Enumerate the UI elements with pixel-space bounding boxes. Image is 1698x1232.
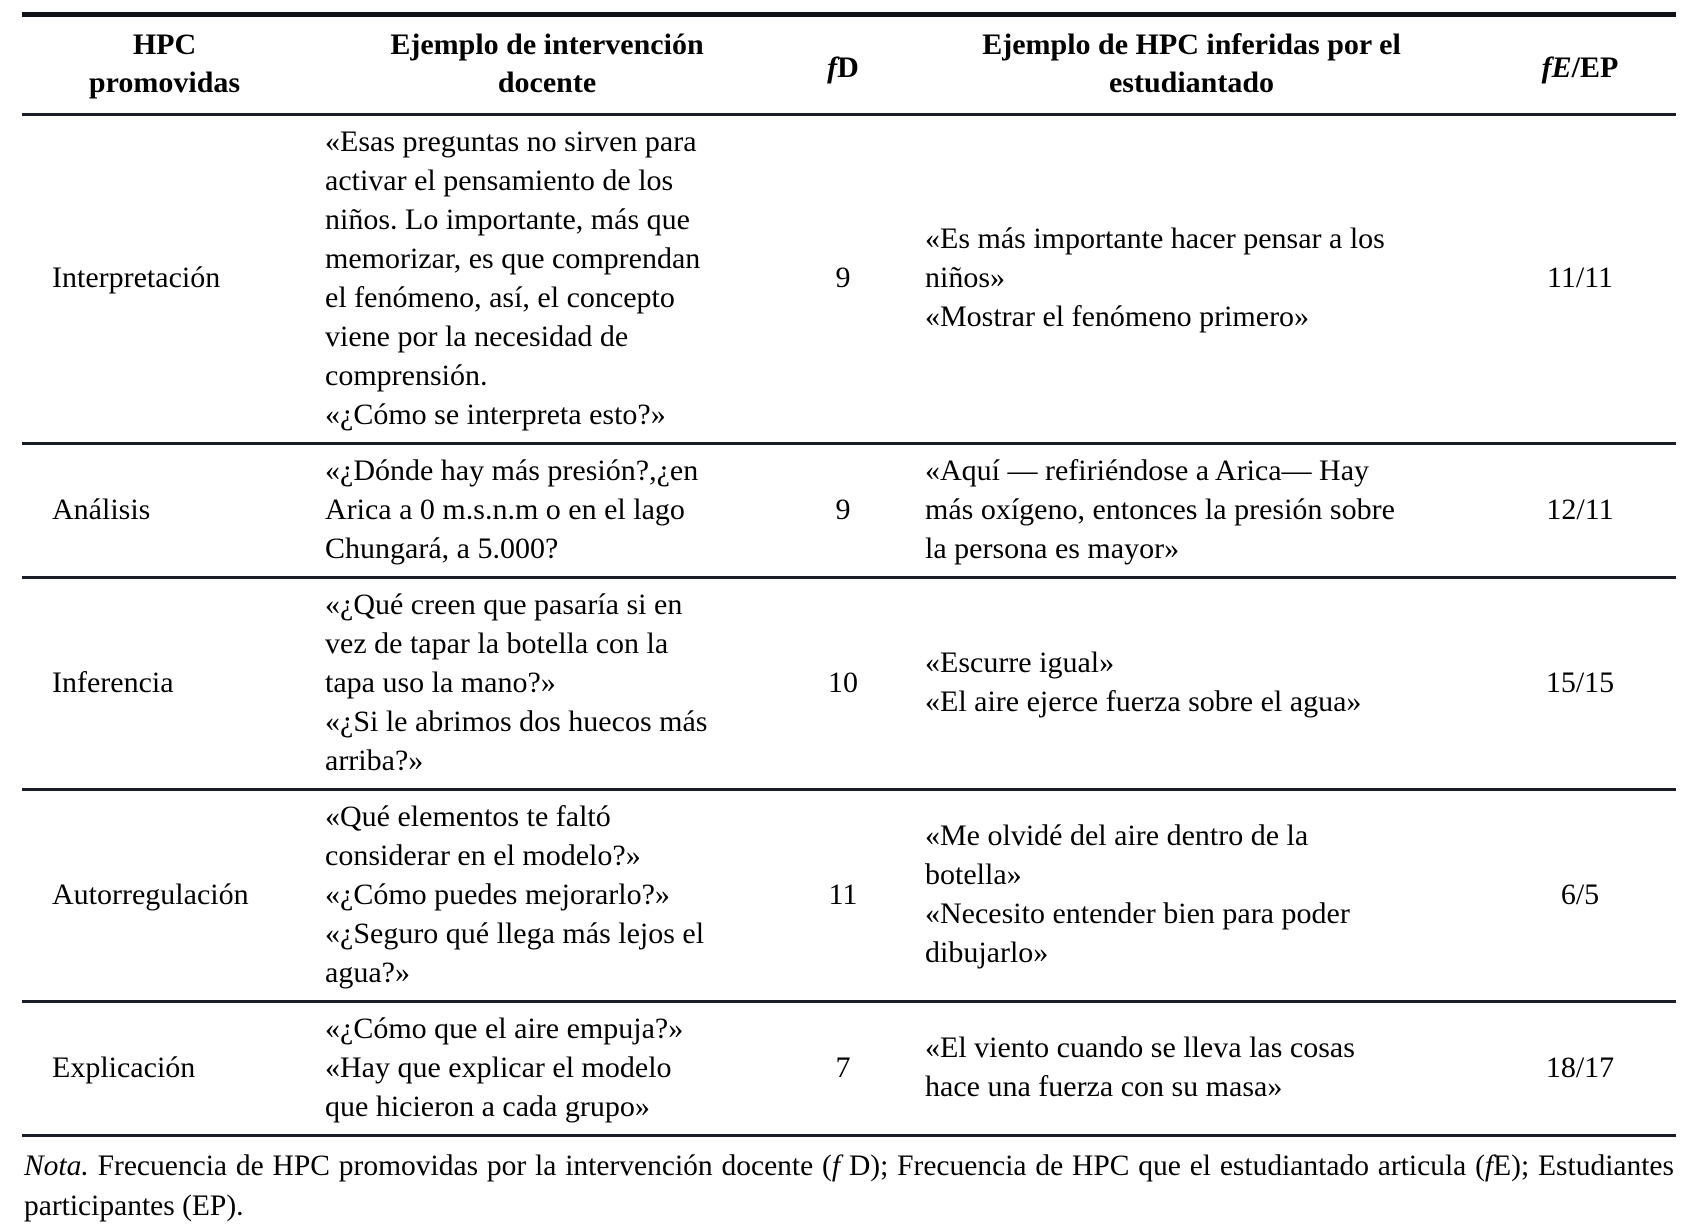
inferida-line: la persona es mayor» xyxy=(925,531,1180,565)
table-row xyxy=(22,579,1676,788)
cell-fe-ep: 15/15 xyxy=(1545,665,1615,699)
intervencion-line: vez de tapar la botella con la xyxy=(325,626,669,660)
cell-fe-ep: 11/11 xyxy=(1546,261,1614,295)
table-row xyxy=(22,791,1676,1000)
note-text-2: D); Frecuencia de HPC que el estudiantado articula ( xyxy=(840,1149,1485,1182)
inferida-line: niños» xyxy=(925,261,1006,295)
header-fd-italic-f: f xyxy=(827,51,838,85)
hpc-table xyxy=(22,17,1676,113)
cell-intervencion xyxy=(307,445,787,576)
header-inferidas-line2: estudiantado xyxy=(1108,65,1275,99)
hpc-table-body-5 xyxy=(22,1003,1676,1134)
cell-hpc: Análisis xyxy=(52,492,151,526)
intervencion-line: «Qué elementos te faltó xyxy=(325,799,611,833)
inferida-line: «El viento cuando se lleva las cosas xyxy=(925,1031,1355,1065)
note-italic-f-d: f xyxy=(831,1149,841,1182)
intervencion-line: considerar en el modelo?» xyxy=(325,838,641,872)
inferida-line: «El aire ejerce fuerza sobre el agua» xyxy=(925,685,1362,719)
column-header-fe-ep xyxy=(1484,17,1676,113)
inferida-line: botella» xyxy=(925,858,1022,892)
header-row xyxy=(22,17,1676,113)
cell-fd: 7 xyxy=(835,1050,851,1084)
intervencion-line: «¿Dónde hay más presión?,¿en xyxy=(325,453,699,487)
intervencion-line: «¿Qué creen que pasaría si en xyxy=(325,587,683,621)
note-text-1: Frecuencia de HPC promovidas por la intervención docente ( xyxy=(88,1149,832,1182)
column-header-fd xyxy=(787,17,899,113)
cell-inferidas xyxy=(899,116,1484,442)
intervencion-line: «¿Cómo que el aire empuja?» xyxy=(325,1011,684,1045)
column-header-hpc-promovidas xyxy=(22,17,307,113)
note-italic-f-e: f xyxy=(1484,1149,1494,1182)
column-header-ejemplo-hpc-inferidas xyxy=(899,17,1484,113)
table-row xyxy=(22,445,1676,576)
cell-hpc: Interpretación xyxy=(52,261,221,295)
inferida-line: «Aquí — refiriéndose a Arica— Hay xyxy=(925,453,1370,487)
note-label: Nota. xyxy=(24,1149,89,1182)
cell-fe-ep: 18/17 xyxy=(1545,1050,1615,1084)
cell-hpc: Autorregulación xyxy=(52,877,249,911)
intervencion-line: niños. Lo importante, más que xyxy=(325,202,690,236)
intervencion-line: Chungará, a 5.000? xyxy=(325,531,559,565)
intervencion-line: que hicieron a cada grupo» xyxy=(325,1089,650,1123)
intervencion-line: «¿Seguro qué llega más lejos el xyxy=(325,916,705,950)
intervencion-line: «Esas preguntas no sirven para xyxy=(325,124,697,158)
intervencion-line: viene por la necesidad de xyxy=(325,319,629,353)
cell-inferidas xyxy=(899,445,1484,576)
cell-fe-ep: 6/5 xyxy=(1560,877,1600,911)
cell-hpc: Inferencia xyxy=(52,665,174,699)
table-note xyxy=(22,1137,1676,1226)
cell-inferidas xyxy=(899,791,1484,1000)
intervencion-line: comprensión. xyxy=(325,358,488,392)
intervencion-line: «¿Cómo se interpreta esto?» xyxy=(325,397,666,431)
header-ep-tail: /EP xyxy=(1571,51,1619,85)
cell-fd: 9 xyxy=(835,261,851,295)
header-hpc-line2: promovidas xyxy=(88,65,241,99)
intervencion-line: Arica a 0 m.s.n.m o en el lago xyxy=(325,492,685,526)
cell-inferidas xyxy=(899,1003,1484,1134)
inferida-line: «Me olvidé del aire dentro de la xyxy=(925,819,1309,853)
table-page xyxy=(0,12,1698,1232)
inferida-line: hace una fuerza con su masa» xyxy=(925,1070,1283,1104)
note-text-3: E); Estudiantes participantes (EP). xyxy=(24,1149,1674,1222)
inferida-line: dibujarlo» xyxy=(925,936,1049,970)
header-fe-italic-f: f xyxy=(1541,51,1552,85)
header-fd-letter: D xyxy=(837,51,859,85)
intervencion-line: «Hay que explicar el modelo xyxy=(325,1050,672,1084)
inferida-line: «Es más importante hacer pensar a los xyxy=(925,222,1385,256)
inferida-line: «Escurre igual» xyxy=(925,646,1115,680)
cell-intervencion xyxy=(307,116,787,442)
intervencion-line: «¿Si le abrimos dos huecos más xyxy=(325,704,708,738)
cell-intervencion xyxy=(307,579,787,788)
intervencion-line: memorizar, es que comprendan xyxy=(325,241,701,275)
cell-fe-ep: 12/11 xyxy=(1546,492,1614,526)
hpc-table-body-4 xyxy=(22,791,1676,1000)
table-row xyxy=(22,1003,1676,1134)
table-header xyxy=(22,17,1676,113)
cell-fd: 9 xyxy=(835,492,851,526)
inferida-line: «Mostrar el fenómeno primero» xyxy=(925,300,1310,334)
inferida-line: más oxígeno, entonces la presión sobre xyxy=(925,492,1395,526)
cell-fd: 10 xyxy=(828,665,858,699)
intervencion-line: arriba?» xyxy=(325,743,424,777)
header-hpc-line1: HPC xyxy=(132,28,197,61)
intervencion-line: el fenómeno, así, el concepto xyxy=(325,280,675,314)
inferida-line: «Necesito entender bien para poder xyxy=(925,897,1350,931)
cell-fd: 11 xyxy=(828,877,858,911)
column-header-ejemplo-intervencion xyxy=(307,17,787,113)
intervencion-line: tapa uso la mano?» xyxy=(325,665,556,699)
intervencion-line: activar el pensamiento de los xyxy=(325,163,674,197)
table-row xyxy=(22,116,1676,442)
cell-intervencion xyxy=(307,1003,787,1134)
header-intervencion-line1: Ejemplo de intervención xyxy=(390,28,704,61)
cell-hpc: Explicación xyxy=(52,1050,196,1084)
header-intervencion-line2: docente xyxy=(497,65,597,99)
cell-intervencion xyxy=(307,791,787,1000)
intervencion-line: agua?» xyxy=(325,955,410,989)
cell-inferidas xyxy=(899,579,1484,788)
intervencion-line: «¿Cómo puedes mejorarlo?» xyxy=(325,877,670,911)
hpc-table-body-3 xyxy=(22,579,1676,788)
hpc-table-body-1 xyxy=(22,116,1676,442)
header-inferidas-line1: Ejemplo de HPC inferidas por el xyxy=(982,28,1401,61)
hpc-table-body-2 xyxy=(22,445,1676,576)
header-fe-letter: E xyxy=(1551,51,1572,85)
